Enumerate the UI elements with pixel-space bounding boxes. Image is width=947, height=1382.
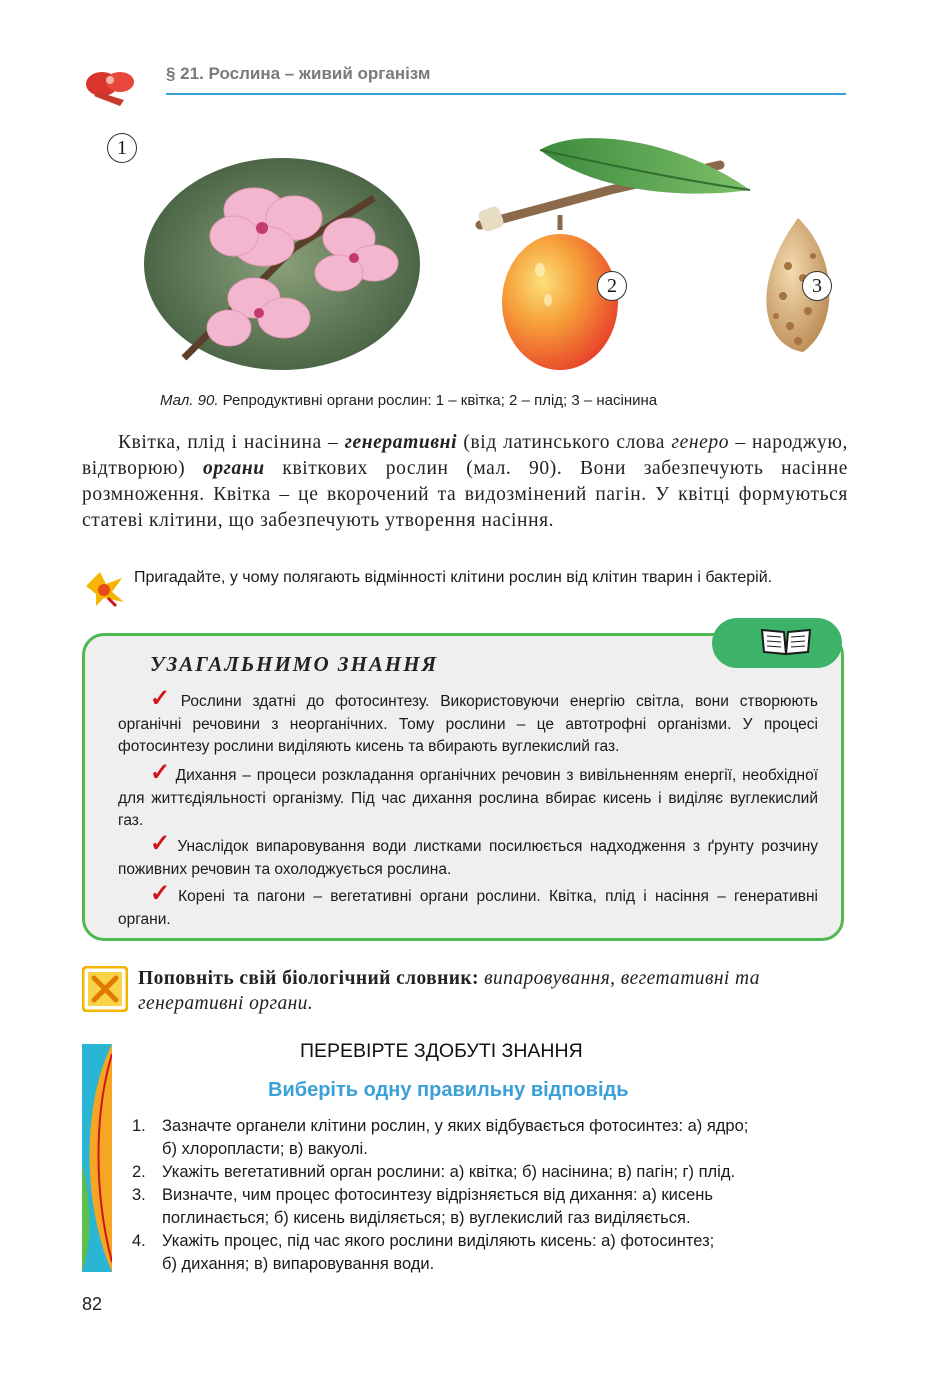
recall-icon xyxy=(82,568,128,608)
term-generative: генеративні xyxy=(344,432,458,453)
question-text-cont: поглинається; б) кисень виділяється; в) вуглекислий газ виділяється. xyxy=(162,1209,691,1227)
figure-label-1: 1 xyxy=(107,133,137,163)
question-number: 2. xyxy=(132,1163,146,1181)
question-1 xyxy=(132,1115,848,1161)
latin-word: генеро xyxy=(671,432,730,453)
summary-item-text: Рослини здатні до фотосинтезу. Використовуючи енергію світла, вони створюють органічні речовини з неорганічних. Тому рослини – це автотрофні організми. У процесі фотосинтезу рослини виділяють кисень та вбирають вуглекислий газ. xyxy=(118,693,818,755)
summary-item-2 xyxy=(118,759,819,833)
summary-item-text: Дихання – процеси розкладання органічних речовин з вивільненням енергії, необхідної для життєдіяльності організму. Під час дихання рослина вбирає кисень і виділяє вуглекислий газ. xyxy=(118,767,819,829)
body-text-1: Квітка, плід і насінина – xyxy=(118,432,345,453)
figure-caption xyxy=(160,392,657,409)
dictionary-task xyxy=(138,966,846,1016)
summary-item-3 xyxy=(118,830,818,881)
body-text-2: (від латинського слова xyxy=(457,432,672,453)
book-icon xyxy=(758,626,814,658)
question-2 xyxy=(132,1161,848,1184)
check-icon: ✓ xyxy=(150,685,177,712)
body-text-4: квіткових рослин (мал. 90). Вони забезпечують насінне розмноження. Квітка – це вкорочений та видозмінений пагін. У квітці формуються статеві клітини, що забезпечують утворення насіння. xyxy=(82,458,849,531)
body-text-3: – народжую, відтворюю) xyxy=(82,432,849,479)
dictionary-lead: Поповніть свій біологічний словник: xyxy=(138,968,479,989)
question-3 xyxy=(132,1184,848,1230)
question-text-cont: б) хлоропласти; в) вакуолі. xyxy=(162,1140,368,1158)
summary-item-4 xyxy=(118,880,818,931)
peach-fruit xyxy=(460,130,760,370)
question-text: Укажіть вегетативний орган рослини: а) квітка; б) насінина; в) пагін; г) плід. xyxy=(162,1163,736,1181)
check-icon: ✓ xyxy=(150,759,172,786)
summary-item-text: Корені та пагони – вегетативні органи рослини. Квітка, плід і насіння – генеративні органи. xyxy=(118,888,818,928)
body-paragraph xyxy=(82,430,848,534)
check-subtitle: Виберіть одну правильну відповідь xyxy=(268,1079,629,1101)
summary-item-1 xyxy=(118,685,818,759)
header-divider xyxy=(166,93,846,95)
dictionary-terms: випаровування, вегетативні та генеративні органи. xyxy=(138,968,760,1014)
summary-item-text: Унаслідок випаровування води листками посилюється надходження з ґрунту розчину поживних речовин та охолоджується рослина. xyxy=(118,838,818,878)
check-icon: ✓ xyxy=(150,880,175,907)
caption-prefix: Мал. 90. xyxy=(160,392,219,409)
recall-question: Пригадайте, у чому полягають відмінності клітини рослин від клітин тварин і бактерій. xyxy=(134,569,773,586)
question-4 xyxy=(132,1230,848,1276)
figure-label-2: 2 xyxy=(597,271,627,301)
page-number: 82 xyxy=(82,1294,103,1314)
caption-text: Репродуктивні органи рослин: 1 – квітка; 2 – плід; 3 – насінина xyxy=(218,392,658,409)
flower-photo xyxy=(144,158,420,370)
check-icon: ✓ xyxy=(150,830,174,857)
question-text: Укажіть процес, під час якого рослини виділяють кисень: а) фотосинтез; xyxy=(162,1232,715,1250)
question-number: 4. xyxy=(132,1232,146,1250)
section-title: § 21. Рослина – живий організм xyxy=(166,64,431,83)
question-text: Зазначте органели клітини рослин, у яких відбувається фотосинтез: а) ядро; xyxy=(162,1117,749,1135)
question-number: 1. xyxy=(132,1117,146,1135)
figure-label-3: 3 xyxy=(802,271,832,301)
question-text: Визначте, чим процес фотосинтезу відрізняється від дихання: а) кисень xyxy=(162,1186,713,1204)
chapter-icon xyxy=(80,66,140,110)
check-title: ПЕРЕВІРТЕ ЗДОБУТІ ЗНАННЯ xyxy=(300,1040,583,1062)
question-number: 3. xyxy=(132,1186,146,1204)
summary-title: УЗАГАЛЬНИМО ЗНАННЯ xyxy=(150,652,439,676)
term-organs: органи xyxy=(202,458,265,479)
dictionary-icon xyxy=(82,966,128,1012)
decorative-side-bar xyxy=(82,1044,112,1272)
question-text-cont: б) дихання; в) випаровування води. xyxy=(162,1255,435,1273)
